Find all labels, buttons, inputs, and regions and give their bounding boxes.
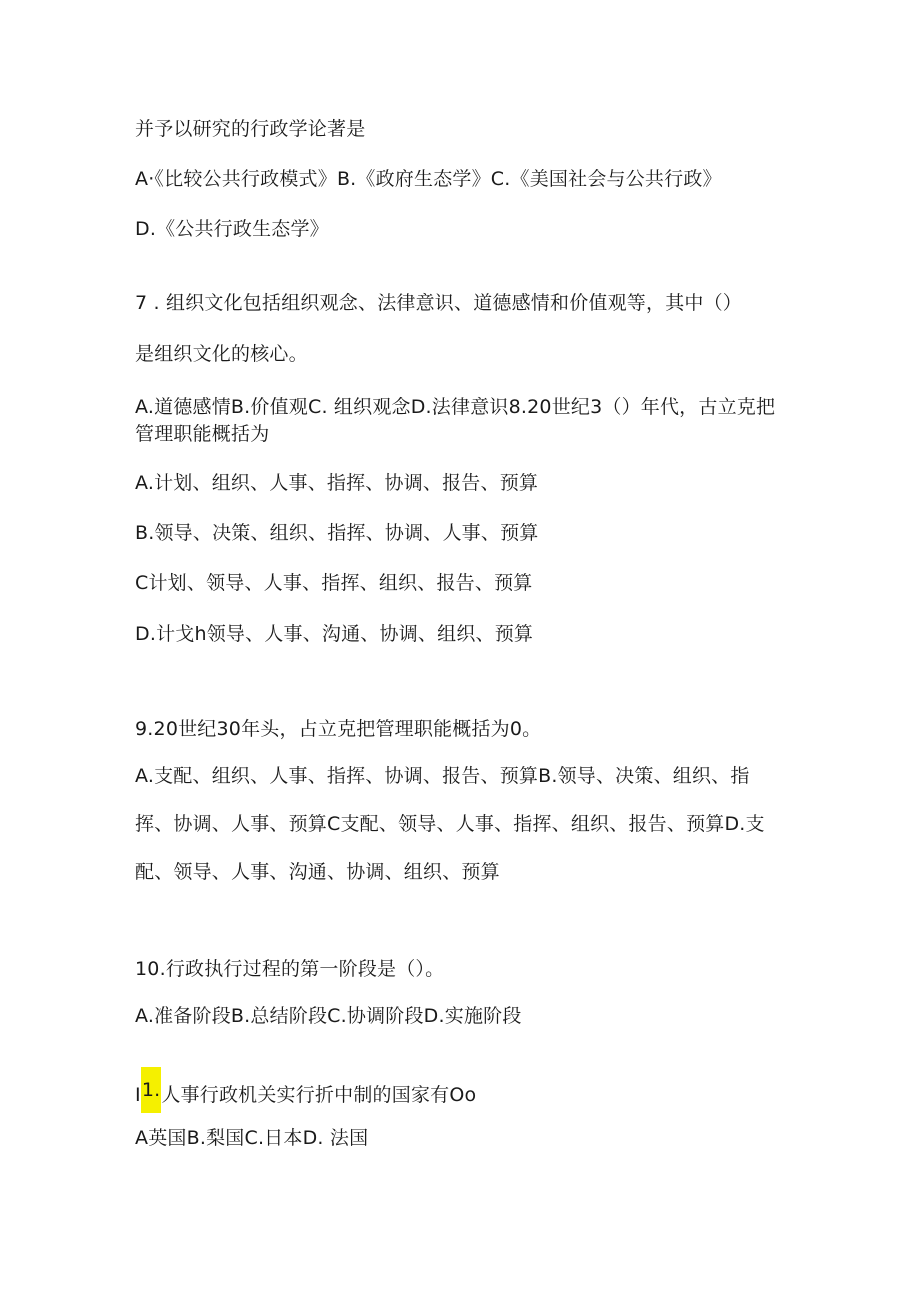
question-6-options-abc: A·《比较公共行政模式》B.《政府生态学》C.《美国社会与公共行政》 [135, 168, 722, 190]
question-8-stem-line-2: 管理职能概括为 [135, 423, 270, 445]
question-11-prefix: I [135, 1084, 141, 1106]
question-11-stem [135, 1078, 476, 1113]
question-8-option-c: C计划、领导、人事、指挥、组织、报告、预算 [135, 572, 533, 594]
question-11-options: A英国B.梨国C.日本D. 法国 [135, 1127, 369, 1149]
question-8-option-d: D.计戈h领导、人事、沟通、协调、组织、预算 [135, 623, 534, 645]
question-7-options-and-question-8-stem: A.道德感情B.价值观C. 组织观念D.法律意识8.20世纪3（）年代，古立克把 [135, 396, 776, 418]
question-9-stem: 9.20世纪30年头，占立克把管理职能概括为0。 [135, 718, 542, 740]
question-10-options: A.准备阶段B.总结阶段C.协调阶段D.实施阶段 [135, 1005, 522, 1027]
question-11-stem-text: 人事行政机关实行折中制的国家有Oo [161, 1084, 477, 1106]
question-8-option-b: B.领导、决策、组织、指挥、协调、人事、预算 [135, 522, 539, 544]
question-6-option-d: D.《公共行政生态学》 [135, 218, 329, 240]
question-7-stem-line-1: 7 . 组织文化包括组织观念、法律意识、道德感情和价值观等，其中（） [135, 292, 743, 314]
question-10-stem: 10.行政执行过程的第一阶段是（）。 [135, 958, 445, 980]
question-9-options-line-2: 挥、协调、人事、预算C支配、领导、人事、指挥、组织、报告、预算D.支 [135, 813, 765, 835]
question-7-stem-line-2: 是组织文化的核心。 [135, 343, 308, 365]
question-9-options-line-1: A.支配、组织、人事、指挥、协调、报告、预算B.领导、决策、组织、指 [135, 765, 750, 787]
question-11-number-highlight: 1. [141, 1067, 162, 1113]
question-9-options-line-3: 配、领导、人事、沟通、协调、组织、预算 [135, 861, 500, 883]
question-8-option-a: A.计划、组织、人事、指挥、协调、报告、预算 [135, 472, 539, 494]
question-6-stem-tail: 并予以研究的行政学论著是 [135, 118, 366, 140]
